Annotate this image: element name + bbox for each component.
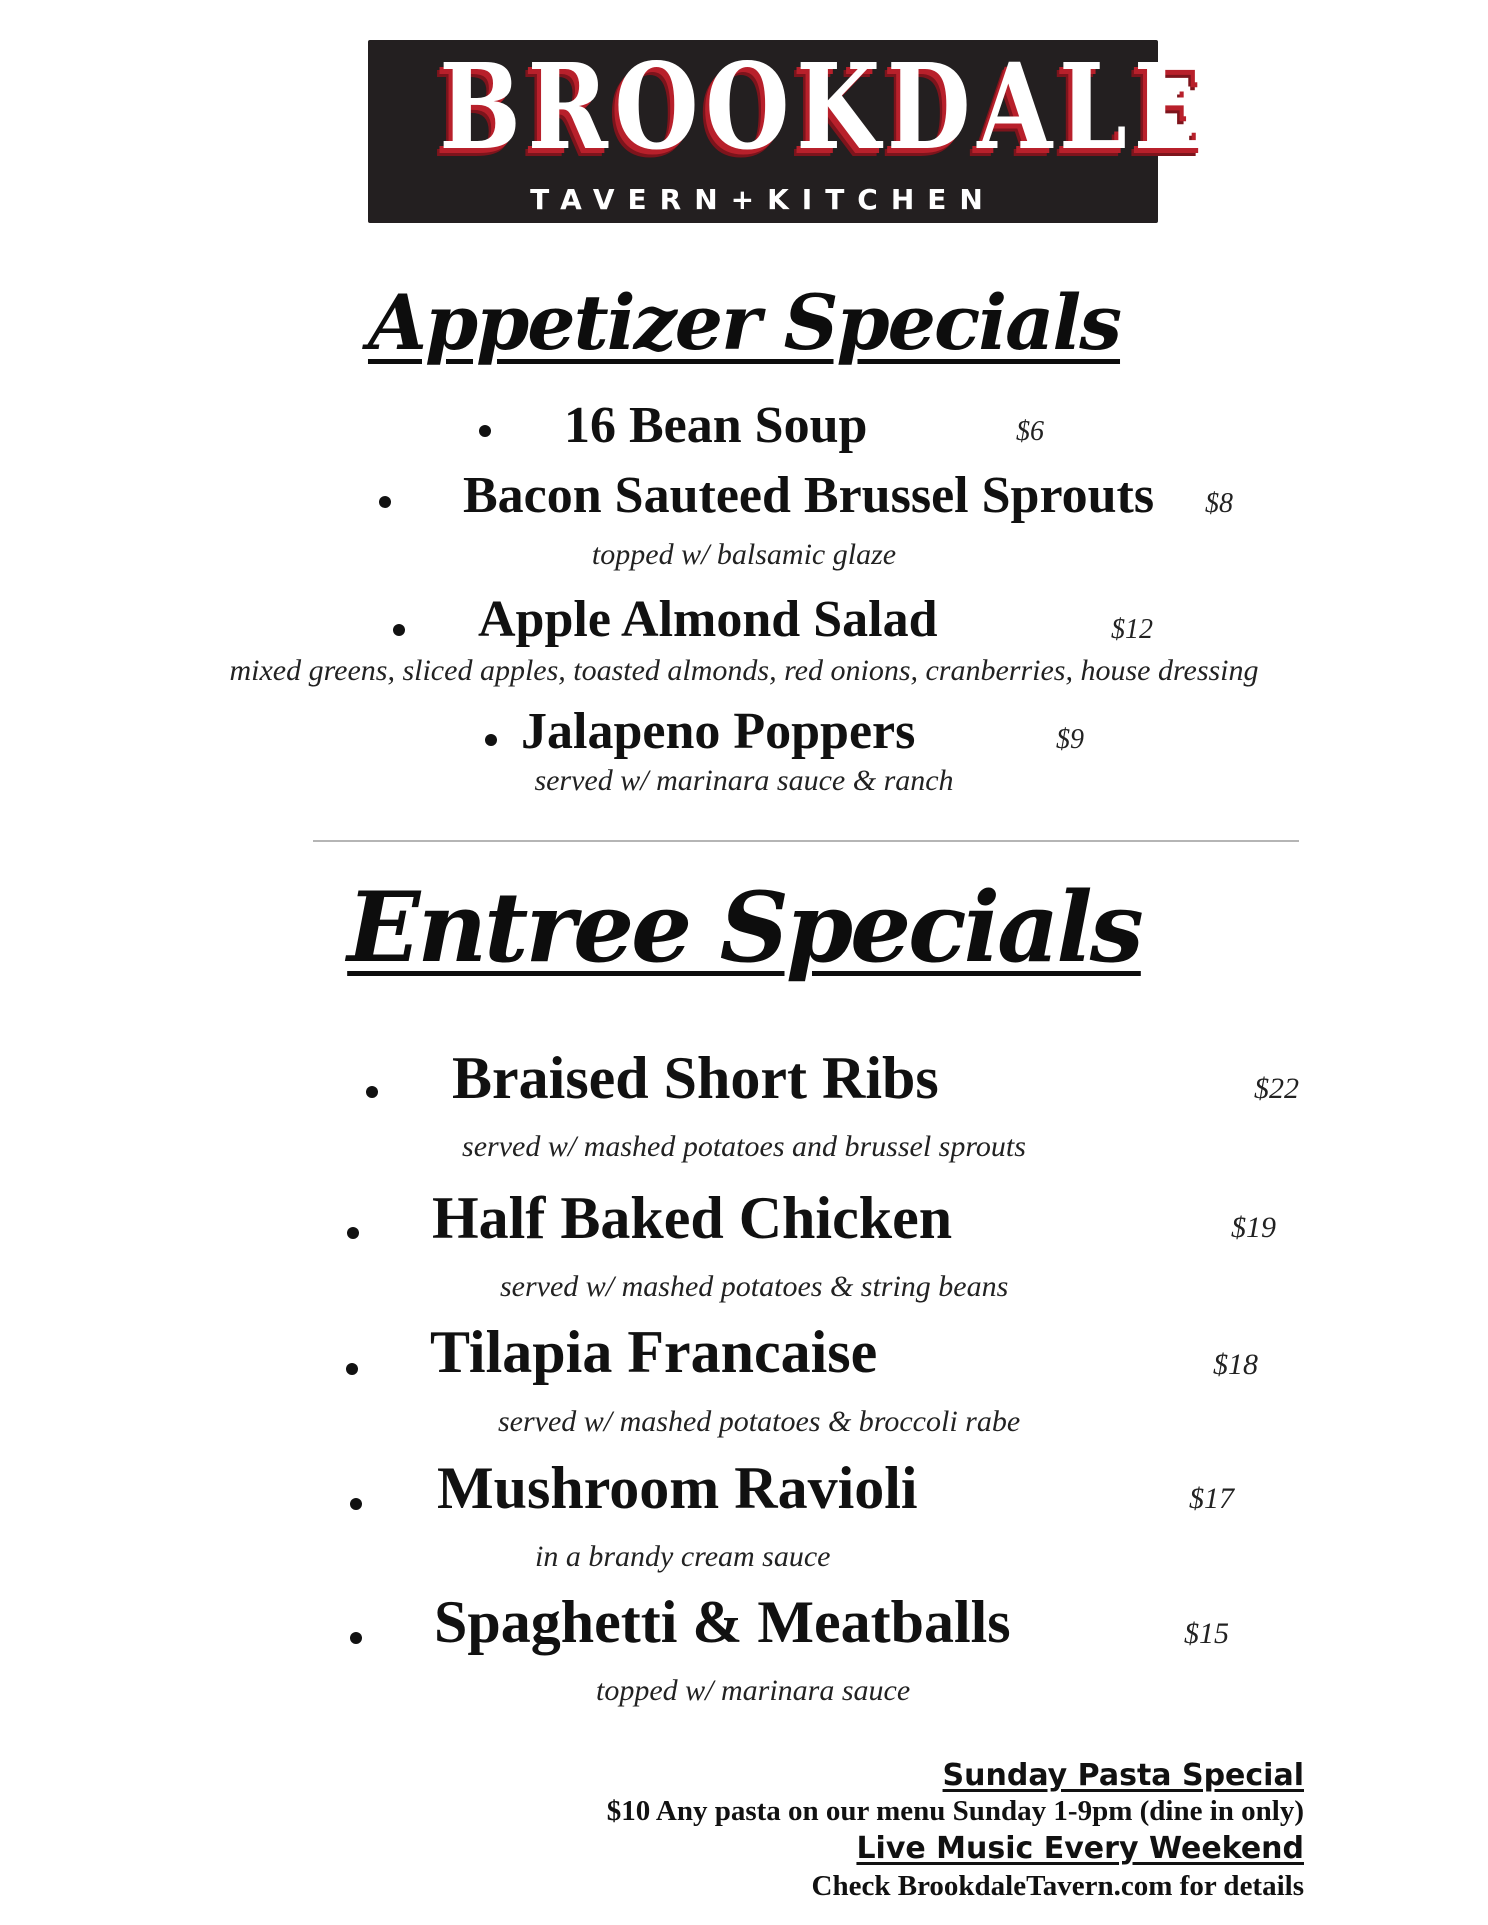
live-music-heading: Live Music Every Weekend bbox=[856, 1831, 1304, 1866]
entree-item-price: $22 bbox=[1254, 1072, 1299, 1105]
appetizer-item-description: served w/ marinara sauce & ranch bbox=[534, 764, 954, 797]
appetizer-item-name: Jalapeno Poppers bbox=[521, 703, 916, 760]
brookdale-logo bbox=[368, 37, 1214, 223]
entree-item-description: served w/ mashed potatoes & string beans bbox=[500, 1270, 1009, 1303]
appetizer-item-price: $9 bbox=[1056, 724, 1084, 755]
entree-item-description: topped w/ marinara sauce bbox=[596, 1674, 911, 1707]
section-divider bbox=[313, 840, 1299, 842]
appetizer-item-description: topped w/ balsamic glaze bbox=[591, 538, 897, 571]
entree-item-price: $19 bbox=[1231, 1211, 1276, 1244]
sunday-pasta-text: $10 Any pasta on our menu Sunday 1-9pm (dine in only) bbox=[606, 1795, 1304, 1827]
bullet-icon bbox=[347, 1227, 359, 1239]
appetizer-item-price: $6 bbox=[1016, 416, 1044, 447]
entree-specials-heading: Entree Specials bbox=[347, 871, 1141, 984]
bullet-icon bbox=[379, 496, 391, 508]
bullet-icon bbox=[346, 1363, 358, 1375]
appetizer-item-name: 16 Bean Soup bbox=[564, 397, 868, 454]
entree-item-description: served w/ mashed potatoes and brussel sprouts bbox=[462, 1130, 1026, 1163]
appetizer-item-name: Apple Almond Salad bbox=[478, 591, 938, 648]
appetizer-item-name: Bacon Sauteed Brussel Sprouts bbox=[463, 467, 1155, 524]
appetizer-specials-heading: Appetizer Specials bbox=[367, 278, 1121, 367]
bullet-icon bbox=[350, 1498, 362, 1510]
live-music-text: Check BrookdaleTavern.com for details bbox=[811, 1870, 1304, 1902]
entree-item-price: $18 bbox=[1213, 1348, 1258, 1381]
appetizer-item-price: $12 bbox=[1111, 614, 1153, 645]
entree-item-name: Spaghetti & Meatballs bbox=[434, 1589, 1011, 1655]
entree-item-price: $17 bbox=[1189, 1482, 1234, 1515]
logo-wordmark: BROOKDALE bbox=[439, 37, 1214, 176]
entree-item-description: in a brandy cream sauce bbox=[535, 1540, 831, 1573]
entree-item-name: Mushroom Ravioli bbox=[437, 1455, 918, 1521]
entree-item-name: Half Baked Chicken bbox=[432, 1185, 953, 1251]
entree-item-description: served w/ mashed potatoes & broccoli rabe bbox=[498, 1405, 1021, 1438]
bullet-icon bbox=[485, 734, 497, 746]
appetizer-item-description: mixed greens, sliced apples, toasted almonds, red onions, cranberries, house dressing bbox=[229, 654, 1259, 687]
bullet-icon bbox=[479, 425, 491, 437]
entree-item-name: Braised Short Ribs bbox=[452, 1045, 939, 1111]
bullet-icon bbox=[366, 1086, 378, 1098]
bullet-icon bbox=[350, 1632, 362, 1644]
entree-item-price: $15 bbox=[1184, 1617, 1229, 1650]
sunday-pasta-heading: Sunday Pasta Special bbox=[942, 1758, 1304, 1793]
entree-item-name: Tilapia Francaise bbox=[430, 1319, 878, 1385]
logo-tagline: TAVERN+KITCHEN bbox=[530, 183, 996, 216]
appetizer-item-price: $8 bbox=[1205, 488, 1233, 519]
bullet-icon bbox=[393, 624, 405, 636]
